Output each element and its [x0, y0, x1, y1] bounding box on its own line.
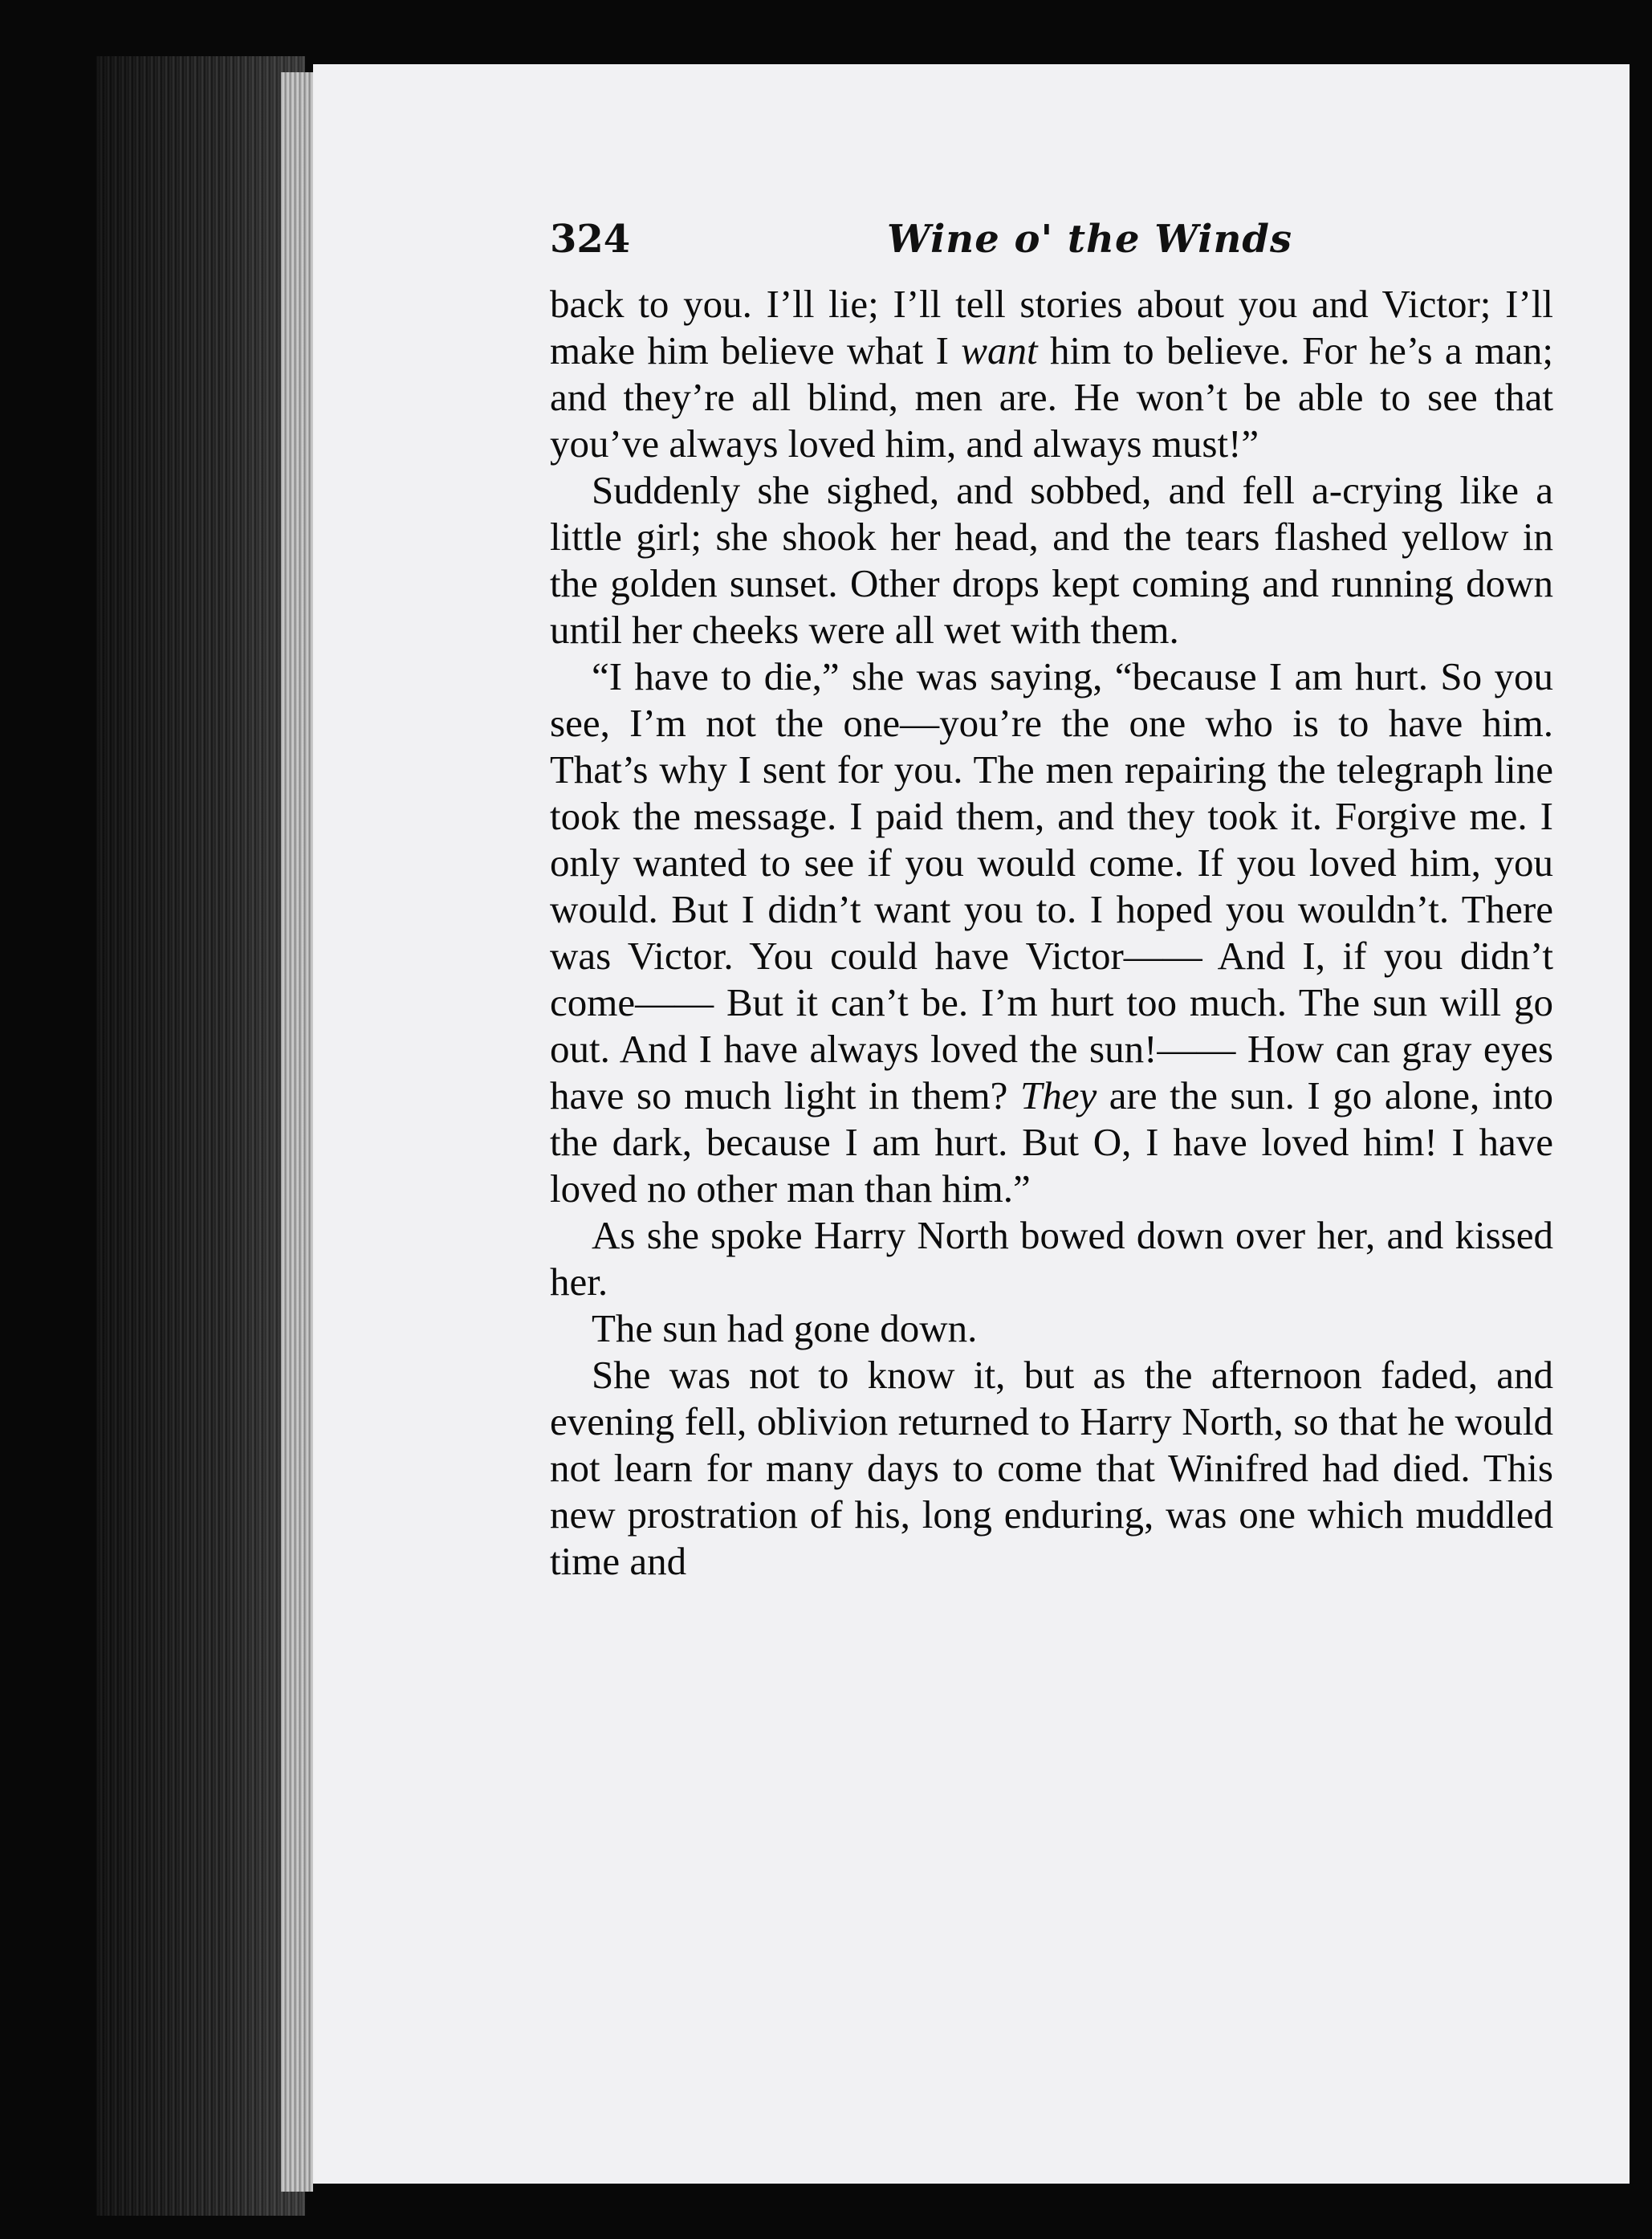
- page-number: 324: [550, 217, 631, 262]
- page-gutter: [281, 72, 313, 2192]
- book-edge-shadow: [96, 56, 305, 2216]
- paragraph: [550, 281, 1553, 467]
- text-segment: back to you. I’ll lie; I’ll tell stories about you and Victor; I’ll make him believe what I: [550, 282, 1553, 372]
- text-segment: As she spoke Harry North bowed down over her, and kissed her.: [550, 1213, 1553, 1304]
- text-segment: are the sun. I go alone, into the dark, because I am hurt. But O, I have loved him! I have loved no other man than him.”: [550, 1073, 1553, 1211]
- paragraph: [550, 1212, 1553, 1305]
- body-text: [550, 281, 1553, 1585]
- italic-text: want: [961, 328, 1038, 372]
- page-content: [550, 217, 1553, 1585]
- running-title: Wine o' the Winds: [887, 217, 1292, 262]
- page-header: [550, 217, 1553, 281]
- book-page: [313, 64, 1630, 2184]
- paragraph: [550, 467, 1553, 653]
- text-segment: She was not to know it, but as the afternoon faded, and evening fell, oblivion returned to Harry North, so that he would not learn for many days to come that Winifred had died. This new prostration of his, long enduring, was one which muddled time and: [550, 1353, 1553, 1583]
- paragraph: [550, 1305, 1553, 1352]
- italic-text: They: [1019, 1073, 1097, 1117]
- paragraph: [550, 653, 1553, 1212]
- text-segment: Suddenly she sighed, and sobbed, and fell a-crying like a little girl; she shook her head, and the tears flashed yellow in the golden sunset. Other drops kept coming and running down until her cheeks were all wet with them.: [550, 468, 1553, 652]
- text-segment: The sun had gone down.: [592, 1306, 978, 1350]
- text-segment: “I have to die,” she was saying, “because I am hurt. So you see, I’m not the one—you’re the one who is to have him. That’s why I sent for you. The men repairing the telegraph line took the message. I paid them, and they took it. Forgive me. I only wanted to see if you would come. If you loved him, you would. But I didn’t want you to. I hoped you wouldn’t. There was Victor. You could have Victor—— And I, if you didn’t come—— But it can’t be. I’m hurt too much. The sun will go out. And I have always loved the sun!—— How can gray eyes have so much light in them?: [550, 654, 1553, 1117]
- text-segment: him to believe. For he’s a man; and they’re all blind, men are. He won’t be able to see that you’ve always loved him, and always must!”: [550, 328, 1553, 466]
- paragraph: [550, 1352, 1553, 1585]
